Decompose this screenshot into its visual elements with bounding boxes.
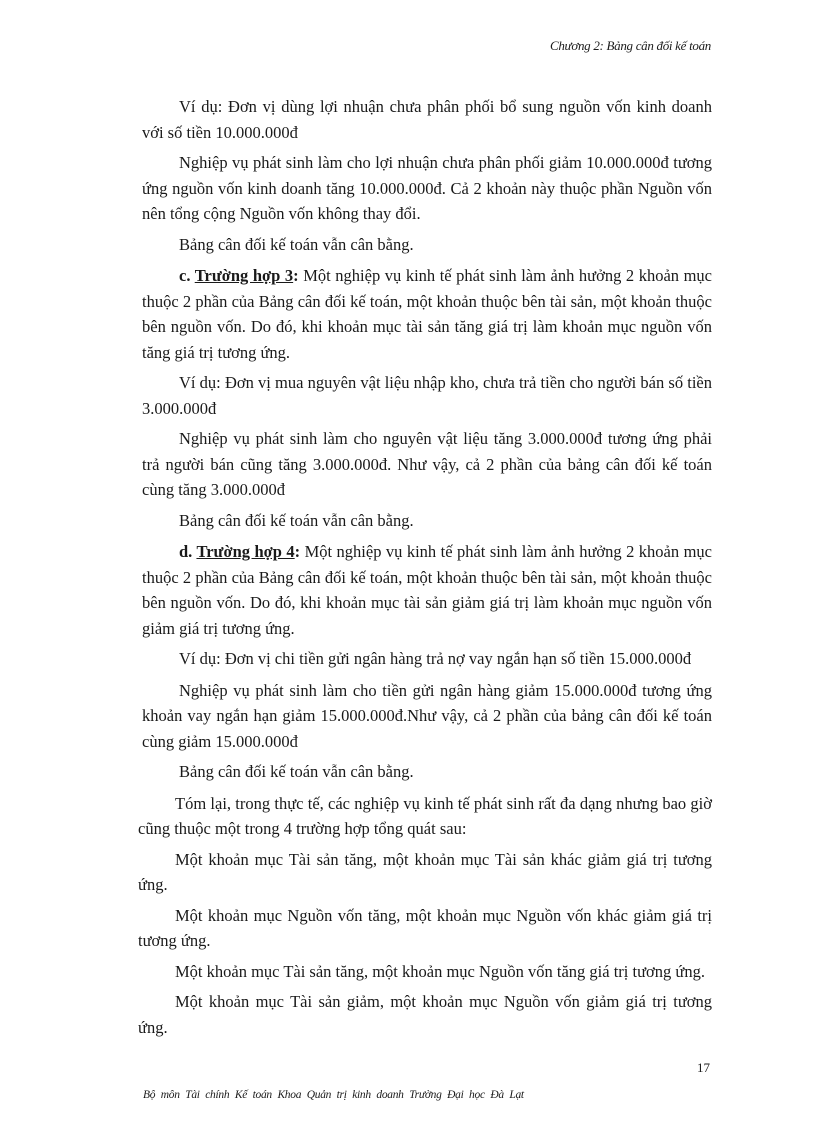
explanation-paragraph-2: Nghiệp vụ phát sinh làm cho nguyên vật liệu tăng 3.000.000đ tương ứng phải trả người bán cũng tăng 3.000.000đ. Như vậy, cả 2 phần của bảng cân đối kế toán cùng tăng 3.000.000đ <box>142 429 712 499</box>
example-paragraph-1: Ví dụ: Đơn vị dùng lợi nhuận chưa phân phối bổ sung nguồn vốn kinh doanh với số tiền 10.000.000đ <box>142 97 712 142</box>
case-4-paragraph <box>142 539 712 641</box>
document-body <box>138 94 712 1045</box>
explanation-paragraph-3: Nghiệp vụ phát sinh làm cho tiền gửi ngân hàng giảm 15.000.000đ tương ứng khoản vay ngắn hạn giảm 15.000.000đ.Như vậy, cả 2 phần của bảng cân đối kế toán cùng giảm 15.000.000đ <box>142 680 712 751</box>
running-header: Chương 2: Bảng cân đối kế toán <box>549 38 711 53</box>
case-4-title: Trường hợp 4 <box>196 542 295 561</box>
case-3-heading: c. Trường hợp 3: <box>179 266 299 285</box>
example-paragraph-3: Ví dụ: Đơn vị chi tiền gửi ngân hàng trả nợ vay ngắn hạn số tiền 15.000.000đ <box>179 649 692 668</box>
summary-case-2: Một khoản mục Nguồn vốn tăng, một khoản mục Nguồn vốn khác giảm giá trị tương ứng. <box>138 905 712 950</box>
case-4-heading: d. Trường hợp 4: <box>179 542 301 561</box>
case-3-paragraph <box>142 263 712 365</box>
summary-case-4: Một khoản mục Tài sản giảm, một khoản mục Nguồn vốn giảm giá trị tương ứng. <box>138 992 712 1037</box>
case-4-text: Một nghiệp vụ kinh tế phát sinh làm ảnh hưởng 2 khoản mục thuộc 2 phần của Bảng cân đối kế toán, một khoản thuộc bên tài sản, một khoản thuộc bên nguồn vốn. Do đó, khi khoản mục tài sản giảm giá trị làm khoản mục nguồn vốn giảm giá trị tương ứng. <box>142 542 712 638</box>
case-3-title: Trường hợp 3 <box>194 266 294 285</box>
balance-statement-3: Bảng cân đối kế toán vẫn cân bằng. <box>179 762 414 781</box>
case-3-text: Một nghiệp vụ kinh tế phát sinh làm ảnh hưởng 2 khoản mục thuộc 2 phần của Bảng cân đối kế toán, một khoản thuộc bên tài sản, một khoản thuộc bên nguồn vốn. Do đó, khi khoản mục tài sản tăng giá trị làm khoản mục nguồn vốn tăng giá trị tương ứng. <box>142 266 712 362</box>
explanation-paragraph-1: Nghiệp vụ phát sinh làm cho lợi nhuận chưa phân phối giảm 10.000.000đ tương ứng nguồn vốn kinh doanh tăng 10.000.000đ. Cả 2 khoản này thuộc phần Nguồn vốn nên tổng cộng Nguồn vốn không thay đổi. <box>142 153 712 223</box>
summary-paragraph: Tóm lại, trong thực tế, các nghiệp vụ kinh tế phát sinh rất đa dạng nhưng bao giờ cũng thuộc một trong 4 trường hợp tổng quát sau: <box>138 793 712 838</box>
running-footer: Bộ môn Tài chính Kế toán Khoa Quản trị kinh doanh Trường Đại học Đà Lạt <box>143 1089 524 1101</box>
summary-case-3: Một khoản mục Tài sản tăng, một khoản mục Nguồn vốn tăng giá trị tương ứng. <box>175 961 705 981</box>
page-number: 17 <box>697 1060 710 1075</box>
balance-statement-1: Bảng cân đối kế toán vẫn cân bằng. <box>179 234 414 254</box>
example-paragraph-2: Ví dụ: Đơn vị mua nguyên vật liệu nhập kho, chưa trả tiền cho người bán số tiền 3.000.000đ <box>142 373 712 418</box>
balance-statement-2: Bảng cân đối kế toán vẫn cân bằng. <box>179 510 414 530</box>
summary-case-1: Một khoản mục Tài sản tăng, một khoản mục Tài sản khác giảm giá trị tương ứng. <box>138 849 712 894</box>
